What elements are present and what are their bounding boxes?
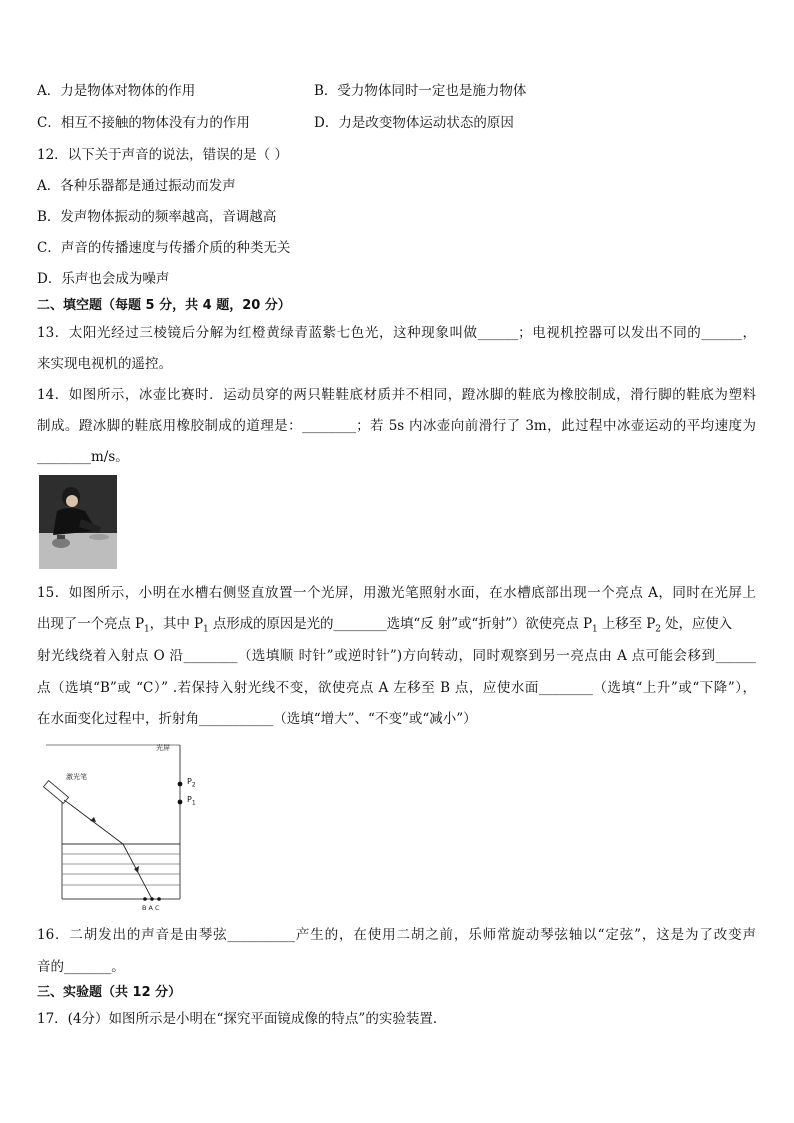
q14-line-1: 14．如图所示，冰壶比赛时．运动员穿的两只鞋鞋底材质并不相同，蹬冰脚的鞋底为橡胶制成，滑行脚的鞋底为塑料: [37, 387, 756, 403]
curling-photo: [39, 475, 117, 569]
q12-option-d: D．乐声也会成为噪声: [37, 271, 170, 287]
subscript-2: 2: [655, 624, 661, 635]
laser-label: 激光笔: [66, 773, 87, 781]
q15-line-2-part-e: 处，应使入: [660, 616, 733, 632]
point-a: [150, 897, 154, 901]
q15-line-5: 在水面变化过程中，折射角___________（选填“增大”、“不变”或“减小”）: [37, 711, 477, 727]
subscript-1: 1: [143, 624, 150, 635]
water-tank-diagram: [38, 742, 196, 912]
point-c: [157, 897, 161, 901]
p2-subscript: 2: [191, 781, 196, 789]
q16-line-2: 音的_______。: [37, 959, 125, 975]
point-b: [143, 897, 147, 901]
p2-label: [187, 777, 196, 789]
p1-letter: P: [187, 795, 192, 804]
p1-label: [187, 795, 196, 807]
bottom-point-labels: B A C: [142, 904, 160, 912]
q12-option-b: B．发声物体振动的频率越高，音调越高: [37, 209, 277, 225]
q12-stem: 12．以下关于声音的说法，错误的是（ ）: [37, 147, 288, 163]
q11-option-c: C．相互不接触的物体没有力的作用: [37, 115, 250, 131]
screen-label: 光屏: [156, 744, 170, 752]
p1-subscript: 1: [191, 799, 196, 807]
q14-line-2: 制成。蹬冰脚的鞋底用橡胶制成的道理是：________；若 5s 内冰壶向前滑行了 3m，此过程中冰壶运动的平均速度为: [37, 418, 756, 434]
incident-ray: [71, 805, 123, 844]
q11-option-d: D．力是改变物体运动状态的原因: [314, 115, 514, 131]
laser-pen-icon: [43, 781, 71, 805]
q15-line-2-part-c: 点形成的原因是光的________选填“反 射”或“折射”）欲使亮点 P: [208, 616, 593, 632]
q12-option-a: A．各种乐器都是通过振动而发声: [37, 178, 236, 194]
section-heading-fill-in: 二、填空题（每题 5 分，共 4 题，20 分）: [37, 298, 291, 313]
q16-line-1: 16．二胡发出的声音是由琴弦__________产生的，在使用二胡之前，乐师常旋动琴弦轴以“定弦”，这是为了改变声: [37, 927, 756, 943]
subscript-1: 1: [203, 624, 209, 635]
q15-line-2-part-a: 出现了一个亮点 P: [37, 616, 144, 632]
q11-option-a: A．力是物体对物体的作用: [37, 83, 196, 99]
section-heading-experiment: 三、实验题（共 12 分）: [37, 985, 182, 1000]
q15-line-2: [37, 615, 756, 639]
q15-line-2-part-b: ，其中 P: [149, 616, 203, 632]
q14-line-3: ________m/s。: [37, 449, 129, 465]
q13-line-1: 13．太阳光经过三棱镜后分解为红橙黄绿青蓝紫七色光，这种现象叫做______；电视机控器可以发出不同的______，: [37, 325, 756, 341]
subscript-1: 1: [592, 624, 598, 635]
q15-line-2-part-d: 上移至 P: [597, 616, 656, 632]
point-p1: [178, 800, 183, 805]
q13-line-2: 来实现电视机的遥控。: [37, 356, 172, 372]
q15-line-1: 15．如图所示，小明在水槽右侧竖直放置一个光屏，用激光笔照射水面，在水槽底部出现一个亮点 A，同时在光屏上: [37, 585, 756, 601]
q15-line-3: 射光线绕着入射点 O 沿________（选填顺 时针”或逆时针”)方向转动，同时观察到另一亮点由 A 点可能会移到______: [37, 648, 756, 664]
q15-line-4: 点（选填“B”或 “C）” .若保持入射光线不变，欲使亮点 A 左移至 B 点，应使水面________（选填“上升”或“下降”），: [37, 680, 756, 696]
q17-line-1: 17．(4分）如图所示是小明在“探究平面镜成像的特点”的实验装置．: [37, 1011, 447, 1027]
q11-option-b: B．受力物体同时一定也是施力物体: [314, 83, 527, 99]
point-p2: [178, 782, 183, 787]
q12-option-c: C．声音的传播速度与传播介质的种类无关: [37, 240, 291, 256]
p2-letter: P: [187, 777, 192, 786]
